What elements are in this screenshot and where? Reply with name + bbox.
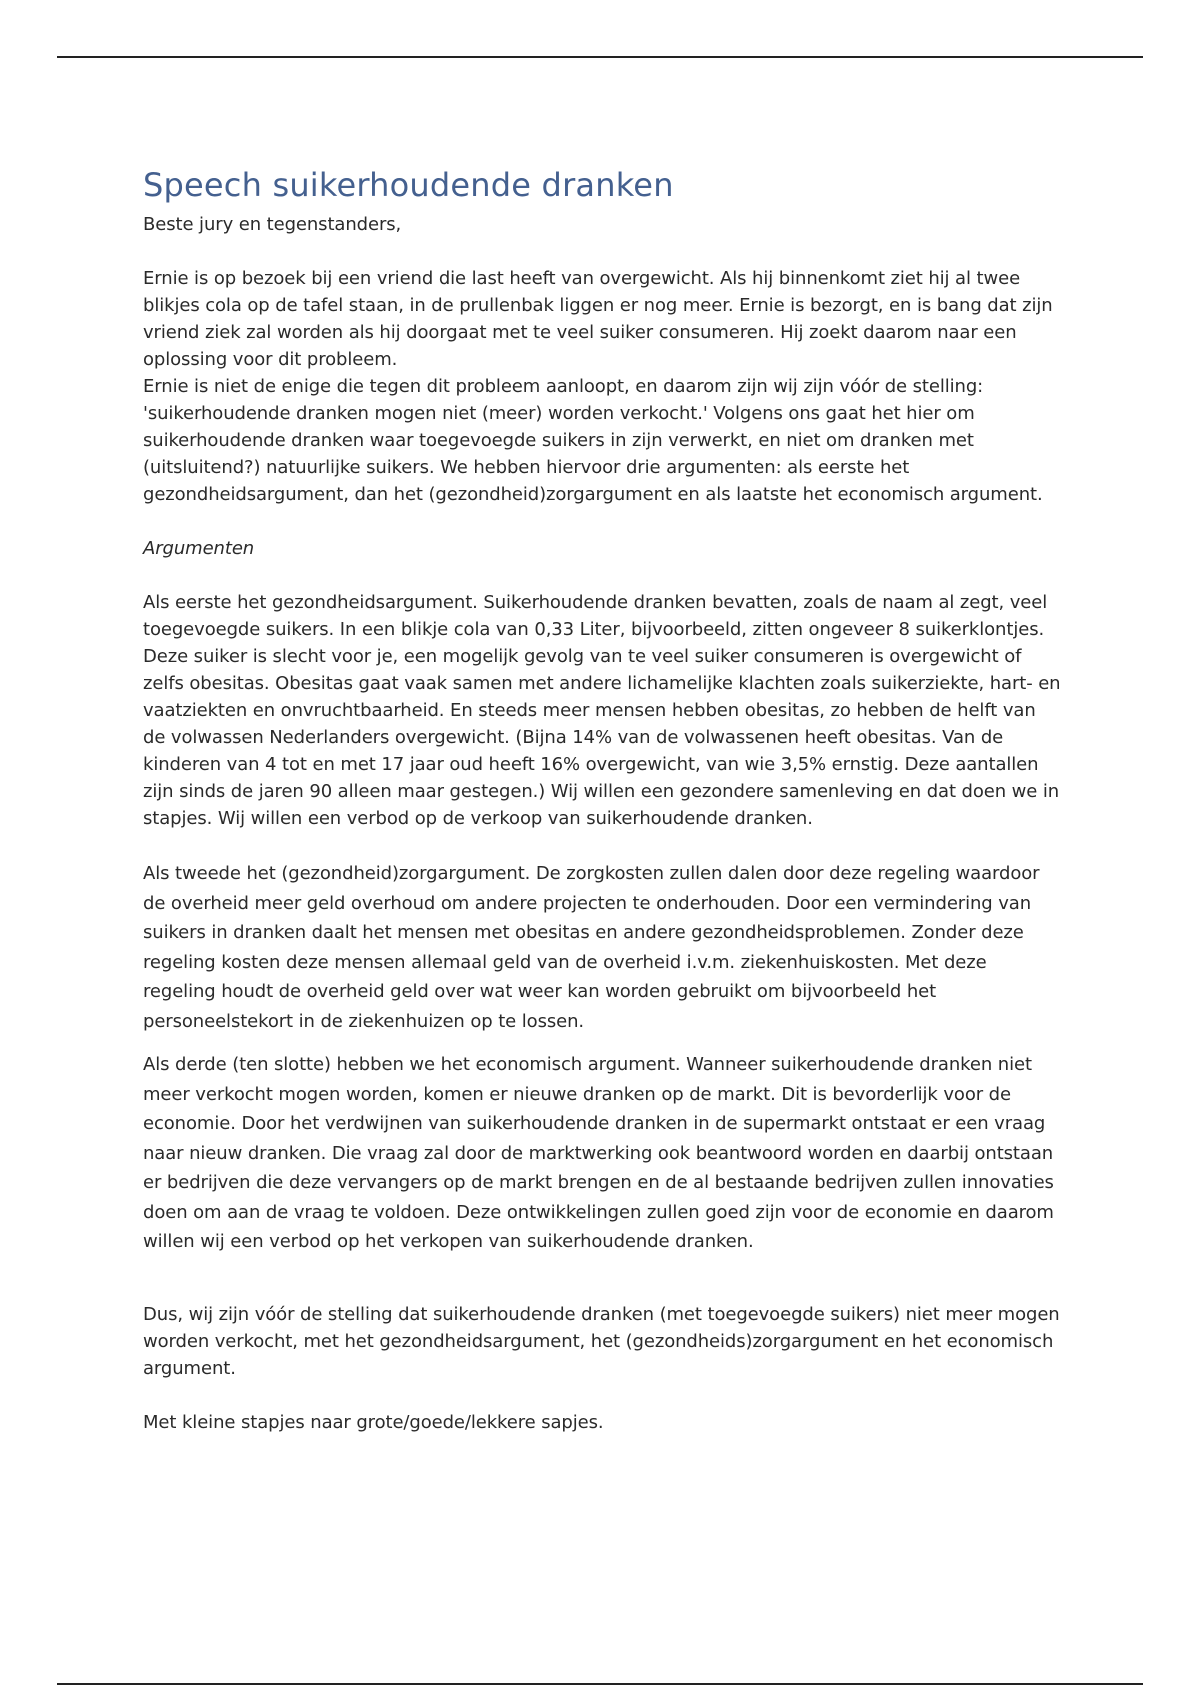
document-title: Speech suikerhoudende dranken [143,166,674,204]
document-body [143,165,1063,1436]
arguments-heading: Argumenten [143,538,255,559]
closing-line: Met kleine stapjes naar grote/goede/lekkere sapjes. [143,1411,604,1433]
intro-paragraph-1: Ernie is op bezoek bij een vriend die last heeft van overgewicht. Als hij binnenkomt ziet hij al twee blikjes cola op de tafel staan, in de prullenbak liggen er nog meer. Ernie is bezorgt, en is bang dat zijn vriend ziek zal worden als hij doorgaat met te veel suiker consumeren. Hij zoekt daarom naar een oplossing voor dit probleem. [143,268,1053,370]
argument-3-paragraph: Als derde (ten slotte) hebben we het economisch argument. Wanneer suikerhoudende dranken niet meer verkocht mogen worden, komen er nieuwe dranken op de markt. Dit is bevorderlijk voor de economie. Door het verdwijnen van suikerhoudende dranken in de supermarkt ontstaat er een vraag naar nieuw dranken. Die vraag zal door de marktwerking ook beantwoord worden en daarbij ontstaan er bedrijven die deze vervangers op de markt brengen en de al bestaande bedrijven zullen innovaties doen om aan de vraag te voldoen. Deze ontwikkelingen zullen goed zijn voor de economie en daarom willen wij een verbod op het verkopen van suikerhoudende dranken. [143,1054,1054,1252]
conclusion-paragraph: Dus, wij zijn vóór de stelling dat suikerhoudende dranken (met toegevoegde suikers) niet meer mogen worden verkocht, met het gezondheidsargument, het (gezondheids)zorgargument en het economisch argument. [143,1303,1060,1379]
header-rule [57,56,1143,58]
intro-paragraph-2: Ernie is niet de enige die tegen dit probleem aanloopt, en daarom zijn wij zijn vóór de stelling: 'suikerhoudende dranken mogen niet (meer) worden verkocht.' Volgens ons gaat het hier om suikerhoudende dranken waar toegevoegde suikers in zijn verwerkt, en niet om dranken met (uitsluitend?) natuurlijke suikers. We hebben hiervoor drie argumenten: als eerste het gezondheidsargument, dan het (gezondheid)zorgargument en als laatste het economisch argument. [143,376,1043,505]
argument-1-paragraph: Als eerste het gezondheidsargument. Suikerhoudende dranken bevatten, zoals de naam al zegt, veel toegevoegde suikers. In een blikje cola van 0,33 Liter, bijvoorbeeld, zitten ongeveer 8 suikerklontjes. Deze suiker is slecht voor je, een mogelijk gevolg van te veel suiker consumeren is overgewicht of zelfs obesitas. Obesitas gaat vaak samen met andere lichamelijke klachten zoals suikerziekte, hart- en vaatziekten en onvruchtbaarheid. En steeds meer mensen hebben obesitas, zo hebben de helft van de volwassen Nederlanders overgewicht. (Bijna 14% van de volwassenen heeft obesitas. Van de kinderen van 4 tot en met 17 jaar oud heeft 16% overgewicht, van wie 3,5% ernstig. Deze aantallen zijn sinds de jaren 90 alleen maar gestegen.) Wij willen een gezondere samenleving en dat doen we in stapjes. Wij willen een verbod op de verkoop van suikerhoudende dranken. [143,592,1061,829]
footer-rule [57,1683,1143,1685]
argument-2-paragraph: Als tweede het (gezondheid)zorgargument. De zorgkosten zullen dalen door deze regeling waardoor de overheid meer geld overhoud om andere projecten te onderhouden. Door een vermindering van suikers in dranken daalt het mensen met obesitas en andere gezondheidsproblemen. Zonder deze regeling kosten deze mensen allemaal geld van de overheid i.v.m. ziekenhuiskosten. Met deze regeling houdt de overheid geld over wat weer kan worden gebruikt om bijvoorbeeld het personeelstekort in de ziekenhuizen op te lossen. [143,863,1040,1032]
salutation: Beste jury en tegenstanders, [143,214,402,235]
